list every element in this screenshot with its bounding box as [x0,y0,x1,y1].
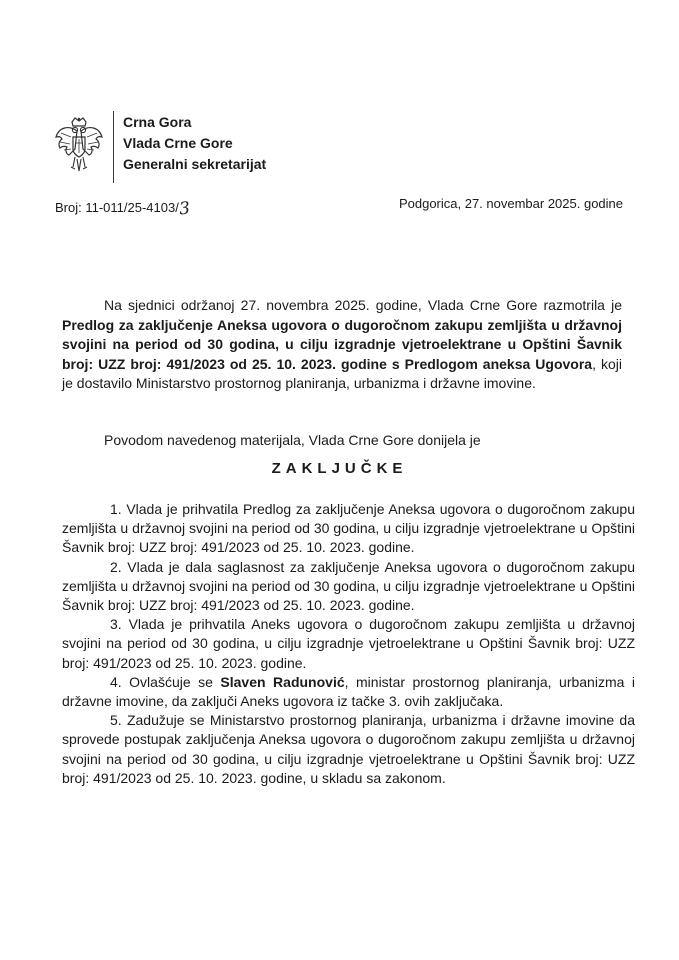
conclusions-list [62,500,635,788]
coat-of-arms-icon [53,117,105,177]
conclusion-item-1: 1. Vlada je prihvatila Predlog za zaključenje Aneksa ugovora o dugoročnom zakupu zemljišta u državnoj svojini na period od 30 godina, u cilju izgradnje vjetroelektrane u Opštini Šavnik broj: UZZ broj: 491/2023 od 25. 10. 2023. godine. [62,501,635,556]
letterhead [123,112,266,175]
conclusion-item-3: 3. Vlada je prihvatila Aneks ugovora o dugoročnom zakupu zemljišta u državnoj svojini na period od 30 godina, u cilju izgradnje vjetroelektrane u Opštini Šavnik broj: UZZ broj: 491/2023 od 25. 10. 2023. godine. [62,616,635,671]
intro-part1: Na sjednici održanoj 27. novembra 2025. godine, Vlada Crne Gore razmotrila je [104,297,622,313]
conclusion-item-4 [62,673,635,711]
conclusion-item-4-pre: 4. Ovlašćuje se [110,673,221,690]
conclusion-item-5: 5. Zadužuje se Ministarstvo prostornog planiranja, urbanizma i državne imovine da sprovede postupak zaključenja Aneksa ugovora o dugoročnom zakupu zemljišta u državnoj svojini na period od 30 godina, u cilju izgradnje vjetroelektrane u Opštini Šavnik broj: UZZ broj: 491/2023 od 25. 10. 2023. godine, u skladu sa zakonom. [62,712,635,786]
handwritten-suffix: 3 [178,198,191,220]
conclusion-item-4-post: , ministar prostornog planiranja, urbanizma i državne imovine, da zaključi Aneks ugovora iz tačke 3. ovih zaključaka. [62,673,635,710]
conclusions-heading: ZAKLJUČKE [271,460,408,477]
reference-number [55,197,191,220]
intro-second-paragraph: Povodom navedenog materijala, Vlada Crne Gore donijela je [104,432,481,448]
letterhead-government: Vlada Crne Gore [123,135,233,151]
header-divider [113,111,114,183]
intro-part2: , koji je dostavilo Ministarstvo prostornog planiranja, urbanizma i državne imovine. [62,355,622,391]
letterhead-secretariat: Generalni sekretarijat [123,156,267,172]
letterhead-country: Crna Gora [123,114,192,130]
intro-bold-subject: Predlog za zaključenje Aneksa ugovora o dugoročnom zakupu zemljišta u državnoj svojini na period od 30 godina, u cilju izgradnje vjetroelektrane u Opštini Šavnik broj: UZZ broj: 491/2023 od 25. 10. 2023. godine s Predlogom aneksa Ugovora [62,316,622,372]
conclusion-item-2: 2. Vlada je dala saglasnost za zaključenje Aneksa ugovora o dugoročnom zakupu zemljišta u državnoj svojini na period od 30 godina, u cilju izgradnje vjetroelektrane u Opštini Šavnik broj: UZZ broj: 491/2023 od 25. 10. 2023. godine. [62,558,635,614]
intro-paragraph [62,296,622,394]
document-date: Podgorica, 27. novembar 2025. godine [398,196,623,211]
reference-number-text: Broj: 11-011/25-4103/ [55,200,179,215]
minister-name: Slaven Radunović [220,673,345,690]
